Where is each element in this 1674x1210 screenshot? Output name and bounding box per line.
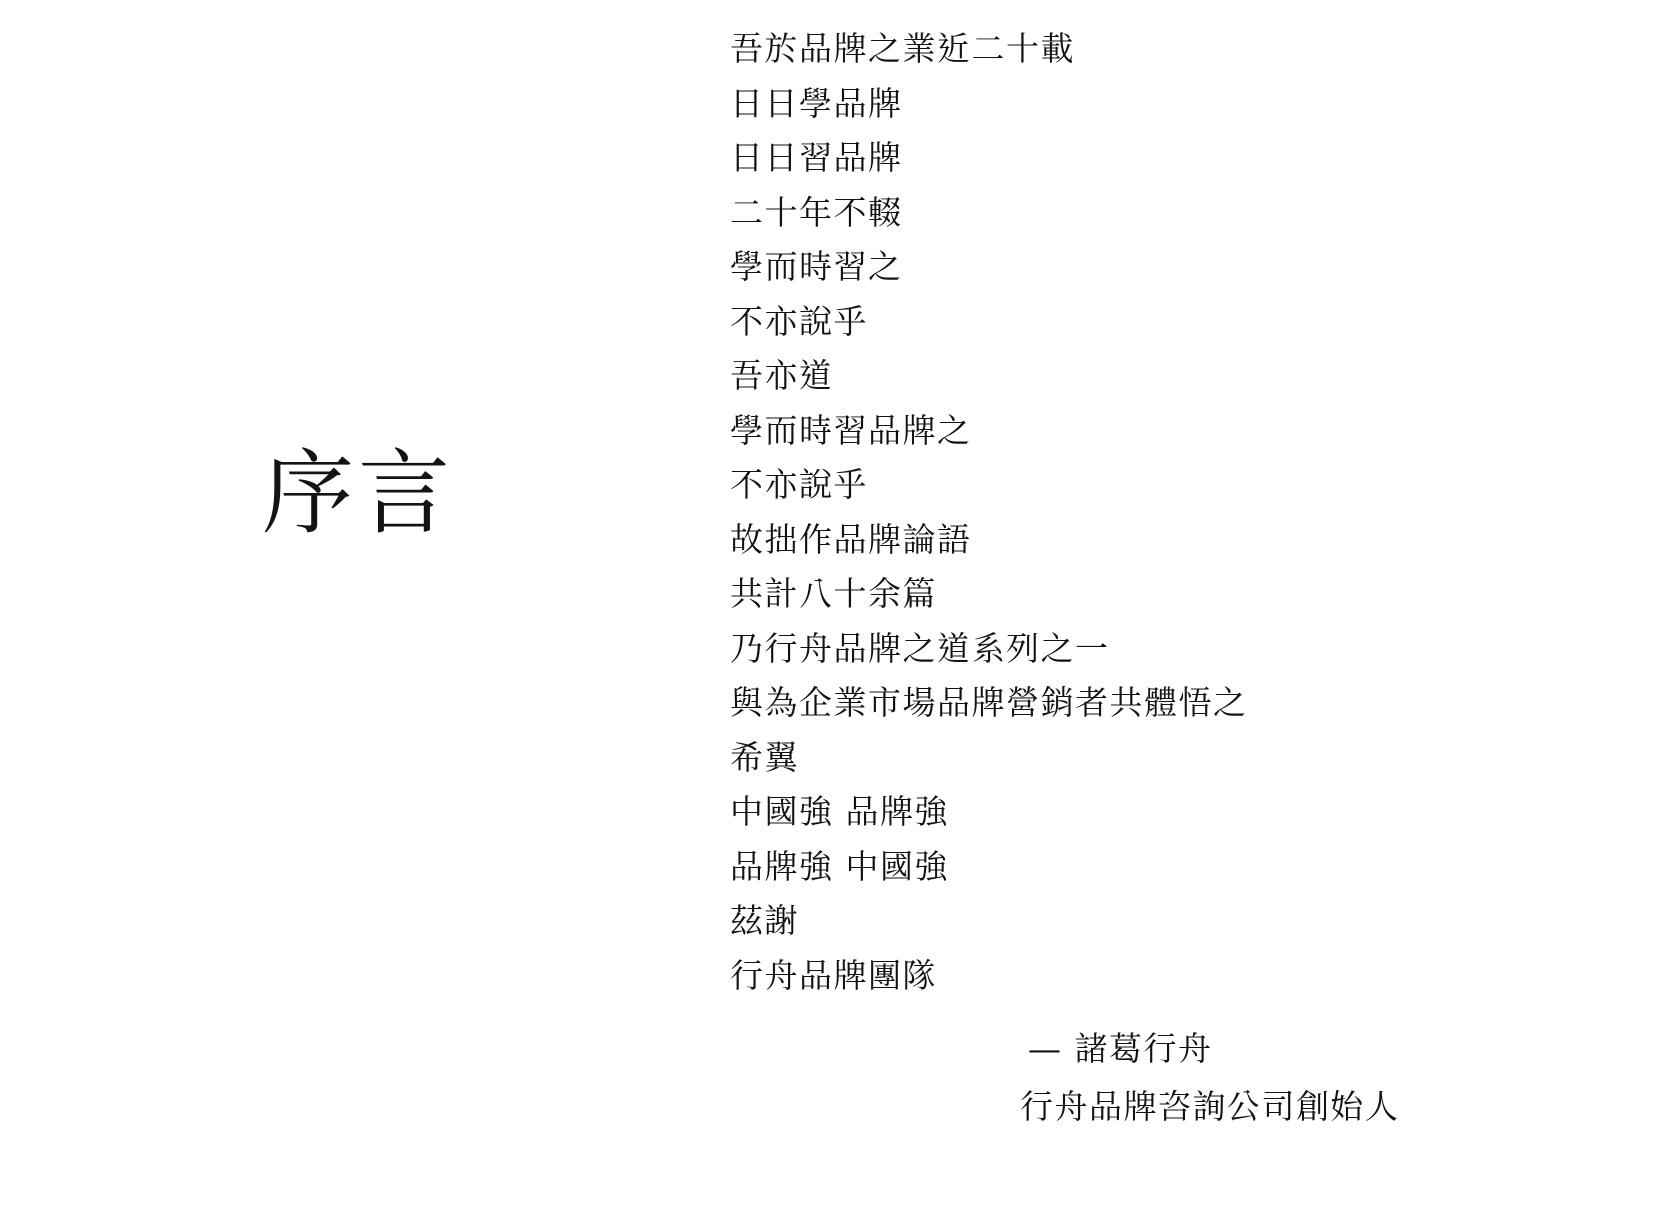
- verse-line: 中國強 品牌強: [730, 792, 949, 831]
- verse-line: 不亦說乎: [730, 301, 868, 341]
- verse-line: 學而時習之: [730, 247, 903, 286]
- page-title: 序言: [262, 440, 455, 547]
- verse-line: 行舟品牌團隊: [730, 955, 937, 995]
- verse-line: 不亦說乎: [730, 465, 868, 504]
- verse-line: 品牌強 中國強: [730, 846, 949, 886]
- signature-block: [1020, 1020, 1640, 1136]
- verse-line: 乃行舟品牌之道系列之一: [730, 628, 1110, 668]
- verse-line: 吾亦道: [730, 356, 834, 395]
- verse-line: 日日習品牌: [730, 138, 903, 177]
- verse-line: 日日學品牌: [730, 83, 903, 123]
- signature-author: — 諸葛行舟: [1028, 1029, 1213, 1068]
- verse-line: 吾於品牌之業近二十載: [730, 29, 1075, 68]
- verse-block: [730, 22, 1610, 1003]
- verse-line: 茲謝: [730, 901, 799, 940]
- verse-line: 與為企業市場品牌營銷者共體悟之: [730, 683, 1248, 722]
- verse-line: 共計八十余篇: [730, 574, 937, 613]
- verse-line: 學而時習品牌之: [730, 410, 972, 450]
- verse-line: 希翼: [730, 737, 799, 777]
- signature-role: 行舟品牌咨詢公司創始人: [1020, 1087, 1400, 1126]
- verse-line: 故拙作品牌論語: [730, 519, 972, 559]
- verse-line: 二十年不輟: [730, 192, 903, 232]
